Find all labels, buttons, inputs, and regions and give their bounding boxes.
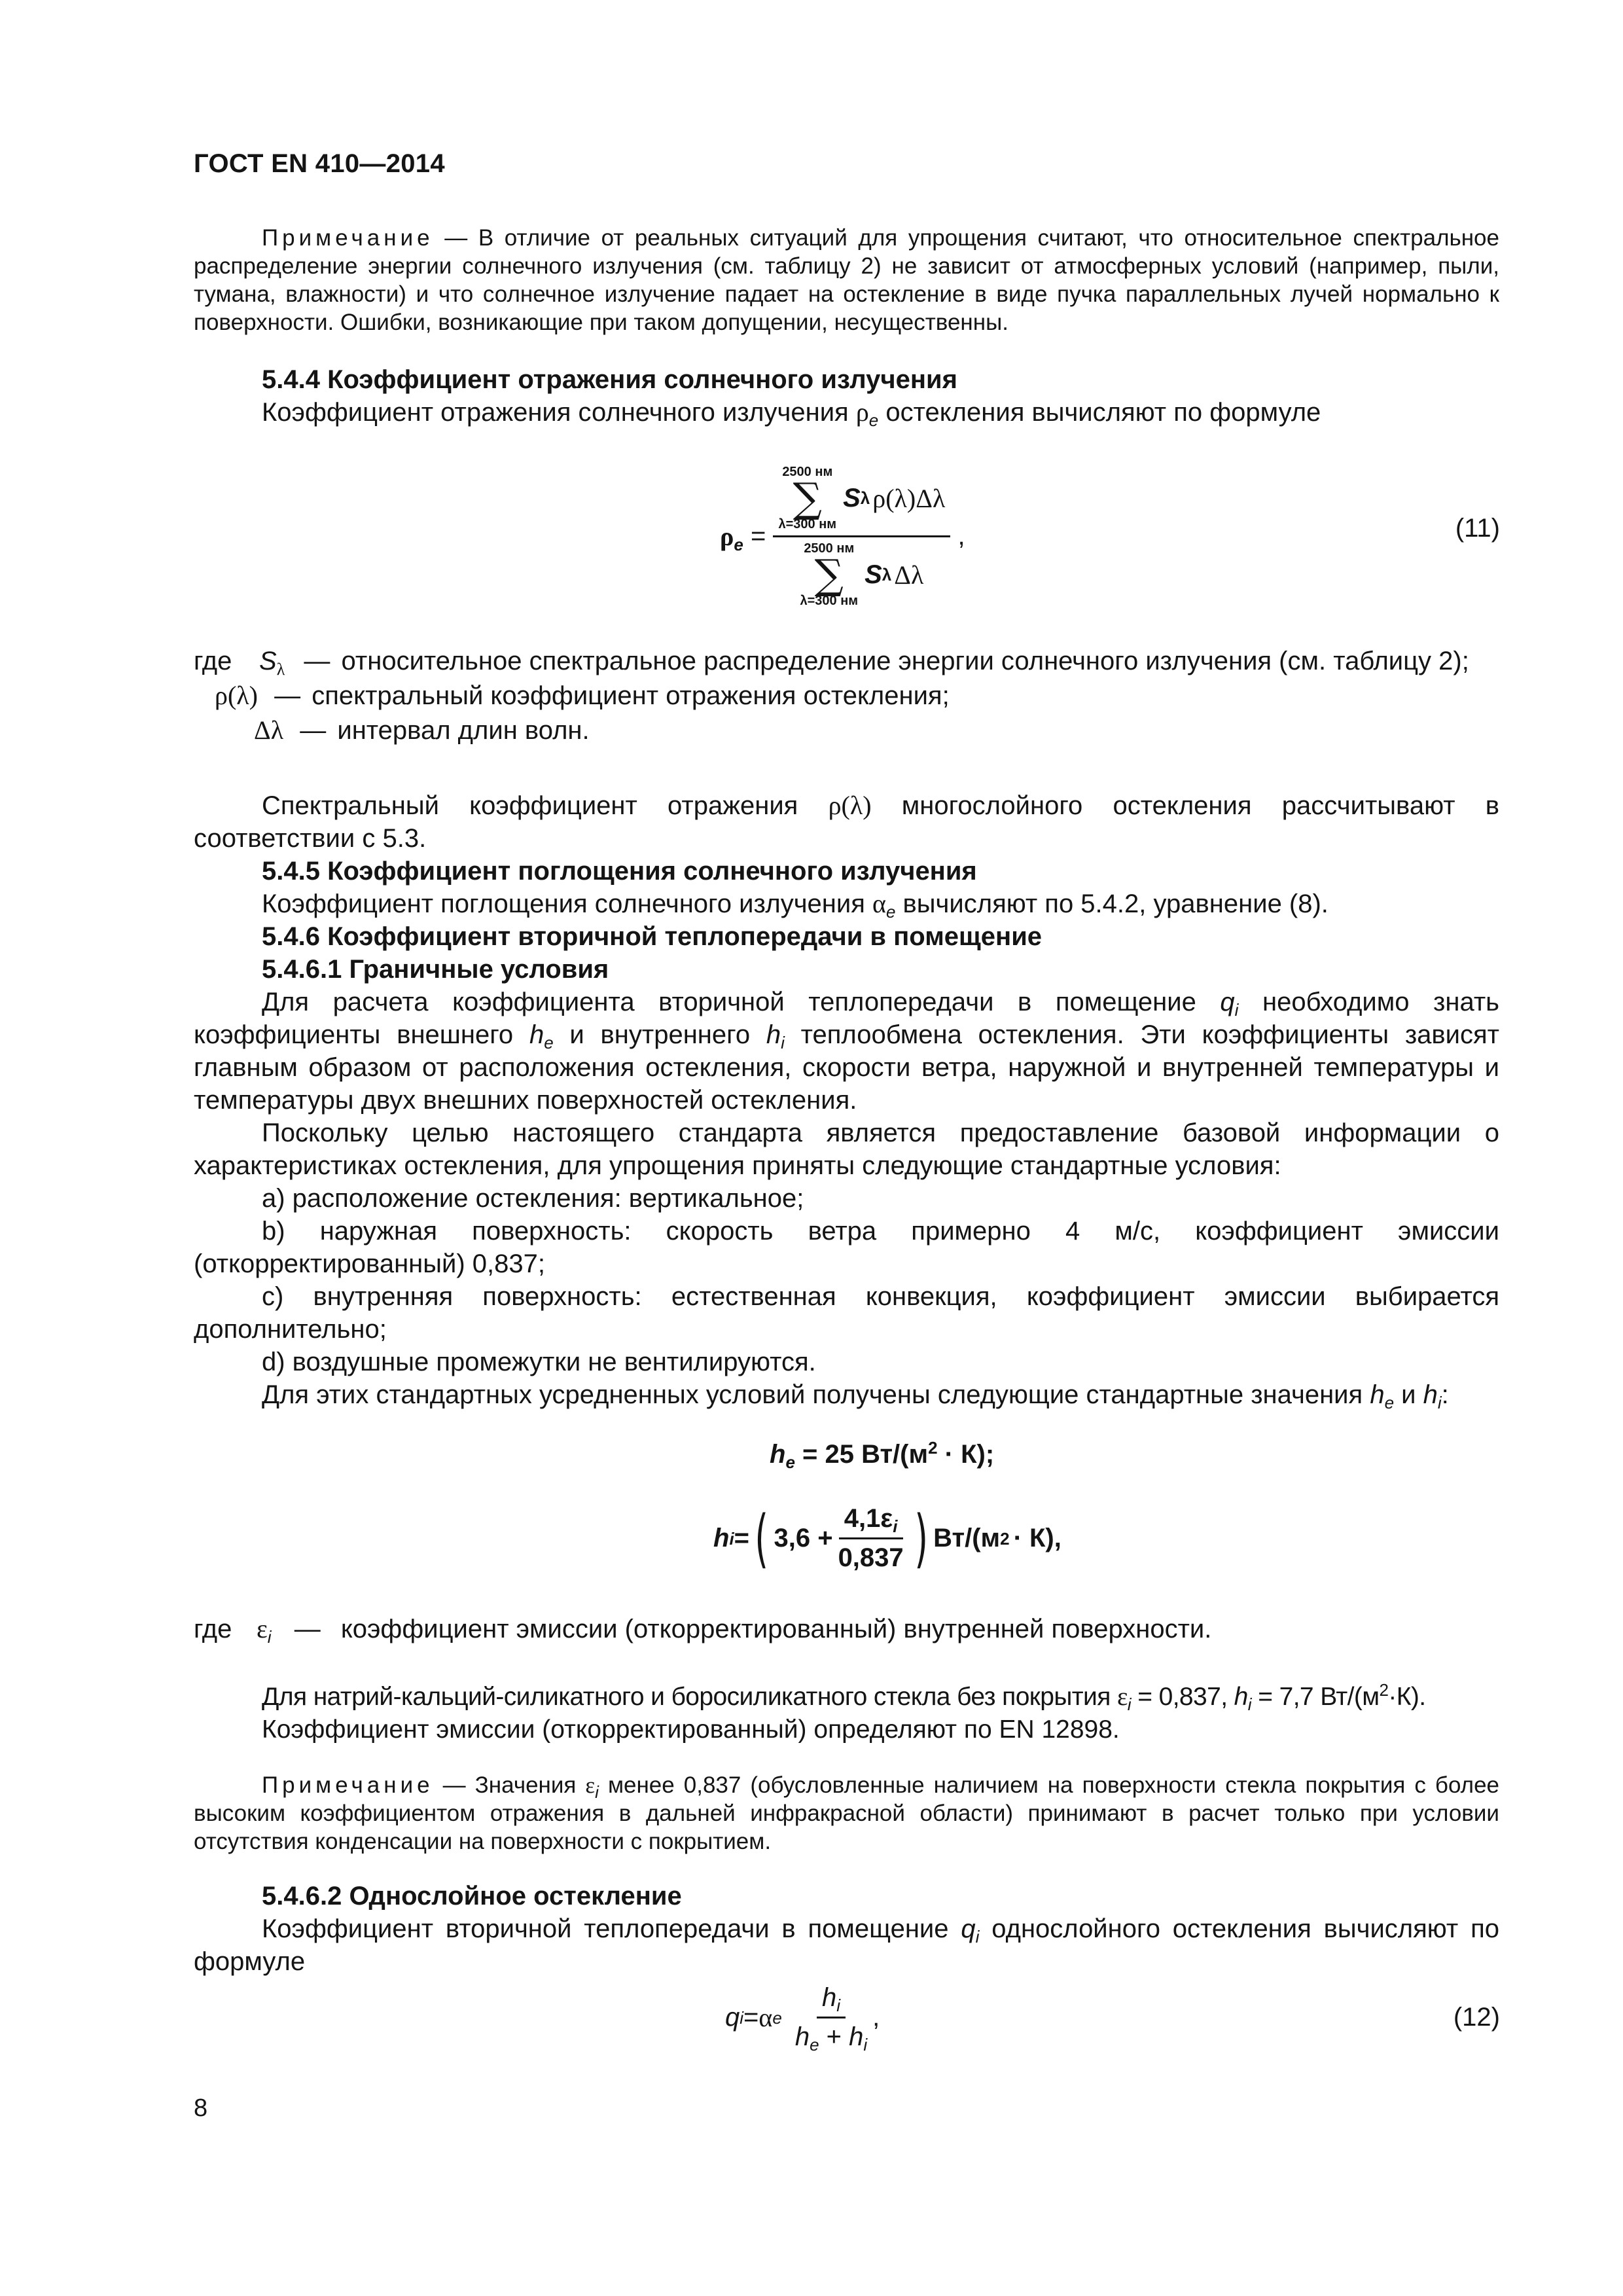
main-text-block <box>194 789 1499 1411</box>
page-number: 8 <box>194 2094 208 2122</box>
list-item: b) наружная поверхность: скорость ветра примерно 4 м/с, коэффициент эмиссии (откорректированный) 0,837; <box>194 1217 1499 1278</box>
list-item: d) воздушные промежутки не вентилируются. <box>262 1348 816 1376</box>
paragraph: Поскольку целью настоящего стандарта является предоставление базовой информации о характеристиках остекления, для упрощения приняты следующие стандартные условия: <box>194 1119 1499 1180</box>
paragraph: Коэффициент отражения солнечного излучения $\rho_e$ остекления вычисляют по формуле <box>262 397 1321 430</box>
equation-11: $\rho_e$ = 2500 нм ∑ λ=300 нм S λ ρ(λ)Δλ 2500 нм ∑ λ=300 нм S λ Δλ , <box>720 465 965 608</box>
section-heading: 5.4.6.2 Однослойное остекление <box>262 1882 682 1910</box>
list-item: c) внутренняя поверхность: естественная конвекция, коэффициент эмиссии выбирается дополнительно; <box>194 1282 1499 1344</box>
equation-he: $h_e = 25$ $Вт/(м^2 \cdot К)$; <box>770 1438 995 1472</box>
note-2: Примечание — Значения $\varepsilon_i$ менее 0,837 (обусловленные наличием на поверхности стекла покрытия с более высоким коэффициентом отражения в дальней инфракрасной области) принимают в расчет только при условии отсутствия конденсации на поверхности с покрытием. <box>194 1772 1499 1854</box>
note-1 <box>194 224 1499 336</box>
paragraph: Коэффициент поглощения солнечного излучения $\alpha_e$ вычисляют по 5.4.2, уравнение (8). <box>262 889 1329 922</box>
note-label: Примечание <box>262 1772 434 1798</box>
definitions-list <box>194 645 1503 756</box>
where-label: где <box>194 647 232 675</box>
paragraph: Спектральный коэффициент отражения ρ(λ) многослойного остекления рассчитывают в соответствии с 5.3. <box>194 791 1499 853</box>
note-text: — В отличие от реальных ситуаций для упрощения считают, что относительное спектральное распределение энергии солнечного излучения (см. таблицу 2) не зависит от атмосферных условий (например, пыли, тумана, влажности) и что солнечное излучение падает на остекление в виде пучка параллельных лучей нормально к поверхности. Ошибки, возникающие при таком допущении, несущественны. <box>194 225 1499 335</box>
section-5-4-4 <box>194 363 1499 429</box>
section-heading: 5.4.4 Коэффициент отражения солнечного излучения <box>262 365 957 394</box>
document-header: ГОСТ EN 410—2014 <box>194 149 445 178</box>
fraction: $\frac{4,1\varepsilon_i}{0,837}$ <box>838 1504 904 1572</box>
section-heading: 5.4.6.1 Граничные условия <box>262 955 609 984</box>
list-item: a) расположение остекления: вертикальное; <box>262 1184 804 1213</box>
definition-row: ρ(λ) — спектральный коэффициент отражения остекления; <box>215 681 950 710</box>
paragraph: Для расчета коэффициента вторичной теплопередачи в помещение $q_i$ необходимо знать коэффициенты внешнего $h_e$ и внутреннего $h_i$ теплообмена остекления. Эти коэффициенты зависят главным образом от расположения остекления, скорости ветра, наружной и внутренней температуры и температуры двух внешних поверхностей остекления. <box>194 988 1499 1115</box>
paragraph: Для этих стандартных усредненных условий получены следующие стандартные значения $h_e$ и $h_i$: <box>262 1380 1449 1412</box>
equation-number: (12) <box>1453 2003 1500 2032</box>
fraction: 2500 нм ∑ λ=300 нм S λ ρ(λ)Δλ 2500 нм ∑ λ=300 нм S λ Δλ <box>773 465 950 608</box>
definition-row: Δλ — интервал длин волн. <box>254 715 590 745</box>
note-label: Примечание <box>262 225 434 251</box>
equation-hi: h i = ( 3,6 + $\frac{4,1\varepsilon_i}{0,837}$ ) Вт/(м 2 · К), <box>713 1501 1061 1575</box>
section-heading: 5.4.5 Коэффициент поглощения солнечного излучения <box>262 857 977 886</box>
equation-12: q i = α e $\frac{h_i}{h_e + h_i}$ , <box>725 1983 880 2054</box>
paragraph: Коэффициент вторичной теплопередачи в помещение $q_i$ однослойного остекления вычисляют по формуле <box>194 1914 1499 1976</box>
definitions-list <box>194 1613 1503 1648</box>
equation-number: (11) <box>1455 514 1500 543</box>
definition-row: $S_\lambda$ — относительное спектральное распределение энергии солнечного излучения (см. таблицу 2); <box>259 647 1469 679</box>
fraction: $\frac{h_i}{h_e + h_i}$ <box>794 1983 868 2054</box>
section-heading: 5.4.6 Коэффициент вторичной теплопередачи в помещение <box>262 922 1043 951</box>
where-label: где <box>194 1615 232 1643</box>
definition-row: $\varepsilon_i$ — коэффициент эмиссии (откорректированный) внутренней поверхности. <box>257 1614 1212 1647</box>
paragraph-glass: Для натрий-кальций-силикатного и боросиликатного стекла без покрытия $\varepsilon_i = 0,837$, $h_i = 7,7$ $Вт/(м^2\cdot К)$. Коэффициент эмиссии (откорректированный) определяют по EN 12898. <box>262 1680 1426 1744</box>
section-5-4-6-2 <box>194 1880 1499 1978</box>
